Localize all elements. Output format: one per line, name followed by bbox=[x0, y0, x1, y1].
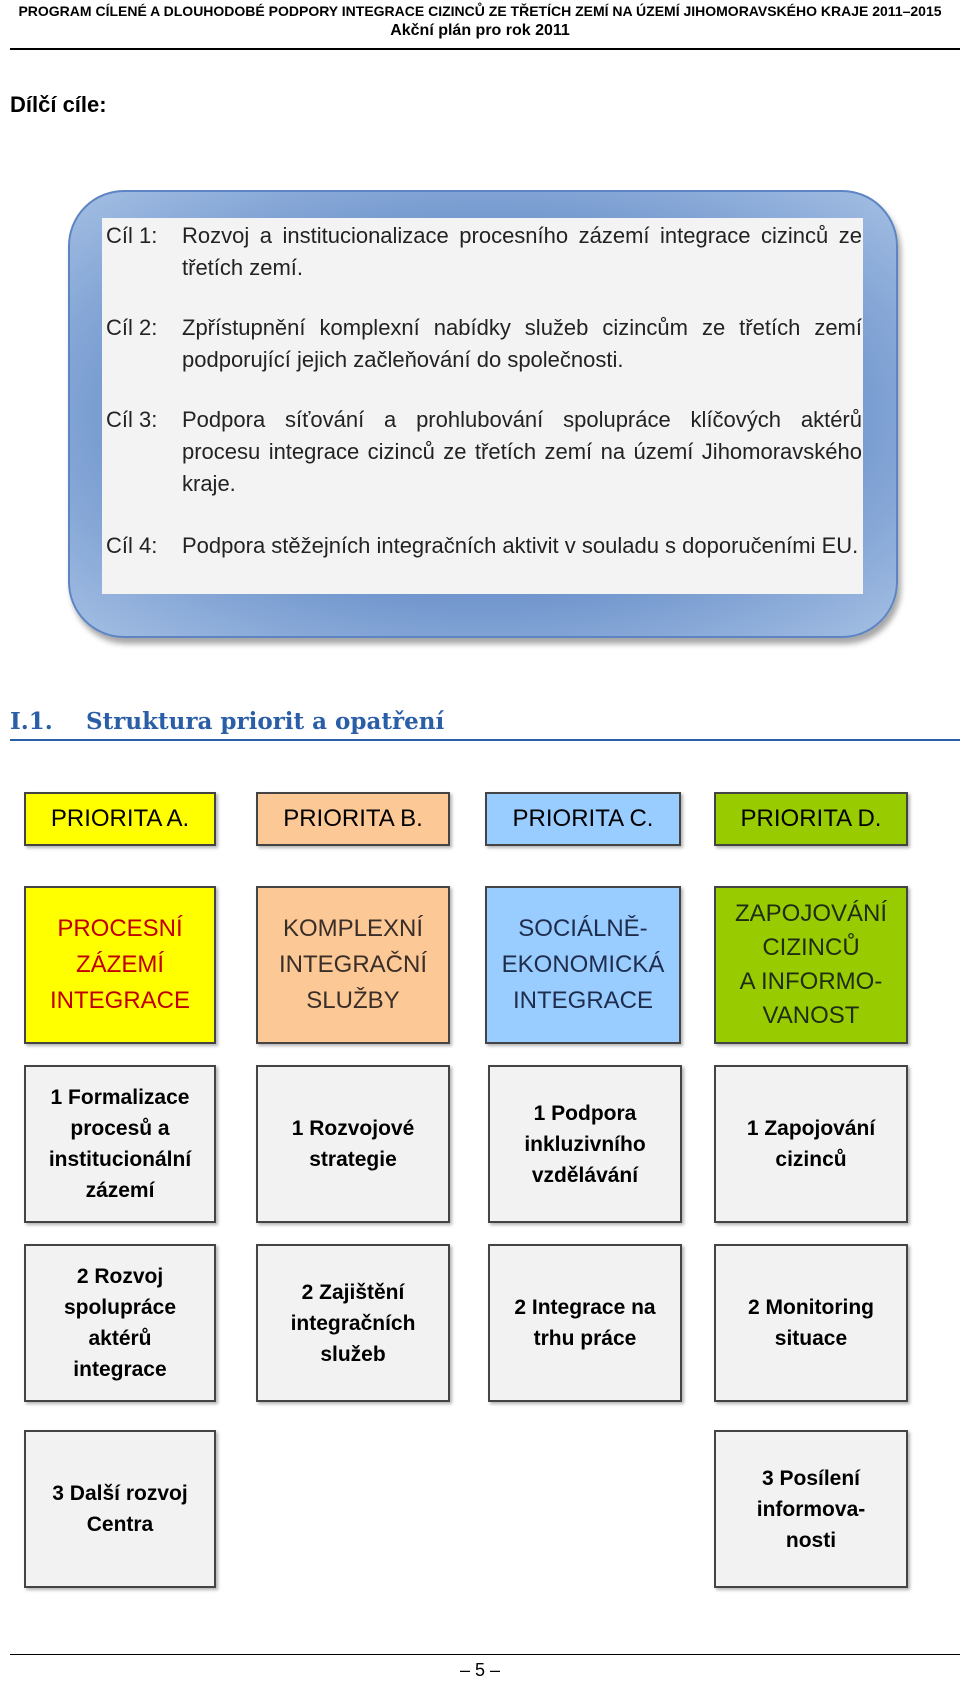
header-plan-title: Akční plán pro rok 2011 bbox=[390, 22, 570, 39]
goal-3-text: Podpora síťování a prohlubování spolupráce klíčových aktérů procesu integrace cizinců ze třetích zemí na území Jihomoravského kraje. bbox=[182, 407, 862, 496]
subheading-partial-goals: Dílčí cíle: bbox=[10, 92, 107, 117]
section-divider bbox=[10, 739, 960, 741]
measure-c-2: 2 Integrace na trhu práce bbox=[488, 1244, 682, 1402]
goal-4-text: Podpora stěžejních integračních aktivit v souladu s doporučeními EU. bbox=[182, 533, 859, 558]
measure-a-1: 1 Formalizace procesů a institucionální zázemí bbox=[24, 1065, 216, 1223]
goal-1-label: Cíl 1: bbox=[106, 223, 158, 248]
priority-a-label: PRIORITA A. bbox=[24, 792, 216, 846]
measure-d-1: 1 Zapojování cizinců bbox=[714, 1065, 908, 1223]
measure-a-2: 2 Rozvoj spolupráce aktérů integrace bbox=[24, 1244, 216, 1402]
priority-b-label: PRIORITA B. bbox=[256, 792, 450, 846]
priority-d-area: ZAPOJOVÁNÍ CIZINCŮ A INFORMO- VANOST bbox=[714, 886, 908, 1044]
measure-b-2: 2 Zajištění integračních služeb bbox=[256, 1244, 450, 1402]
priority-c-area: SOCIÁLNĚ- EKONOMICKÁ INTEGRACE bbox=[485, 886, 681, 1044]
priority-b-area: KOMPLEXNÍ INTEGRAČNÍ SLUŽBY bbox=[256, 886, 450, 1044]
measure-a-3: 3 Další rozvoj Centra bbox=[24, 1430, 216, 1588]
goal-2-label: Cíl 2: bbox=[106, 315, 158, 340]
goal-2-text: Zpřístupnění komplexní nabídky služeb cizincům ze třetích zemí podporující jejich začleňování do společnosti. bbox=[182, 315, 862, 372]
goals-panel bbox=[102, 218, 863, 594]
priority-a-area: PROCESNÍ ZÁZEMÍ INTEGRACE bbox=[24, 886, 216, 1044]
measure-b-1: 1 Rozvojové strategie bbox=[256, 1065, 450, 1223]
header-program-title: PROGRAM CÍLENÉ A DLOUHODOBÉ PODPORY INTEGRACE CIZINCŮ ZE TŘETÍCH ZEMÍ NA ÚZEMÍ JIHOMORAVSKÉHO KRAJE 2011–2015 bbox=[18, 3, 942, 19]
section-title: Struktura priorit a opatření bbox=[86, 708, 445, 735]
measure-d-2: 2 Monitoring situace bbox=[714, 1244, 908, 1402]
priority-d-label: PRIORITA D. bbox=[714, 792, 908, 846]
measure-d-3: 3 Posílení informova- nosti bbox=[714, 1430, 908, 1588]
goal-3-label: Cíl 3: bbox=[106, 407, 158, 432]
measure-c-1: 1 Podpora inkluzivního vzdělávání bbox=[488, 1065, 682, 1223]
priority-c-label: PRIORITA C. bbox=[485, 792, 681, 846]
goal-1-text: Rozvoj a institucionalizace procesního zázemí integrace cizinců ze třetích zemí. bbox=[182, 223, 862, 280]
header-divider bbox=[10, 48, 960, 50]
goal-4-label: Cíl 4: bbox=[106, 533, 158, 558]
section-number: I.1. bbox=[10, 708, 53, 735]
page-number: – 5 – bbox=[459, 1660, 501, 1680]
footer-divider bbox=[10, 1654, 960, 1655]
